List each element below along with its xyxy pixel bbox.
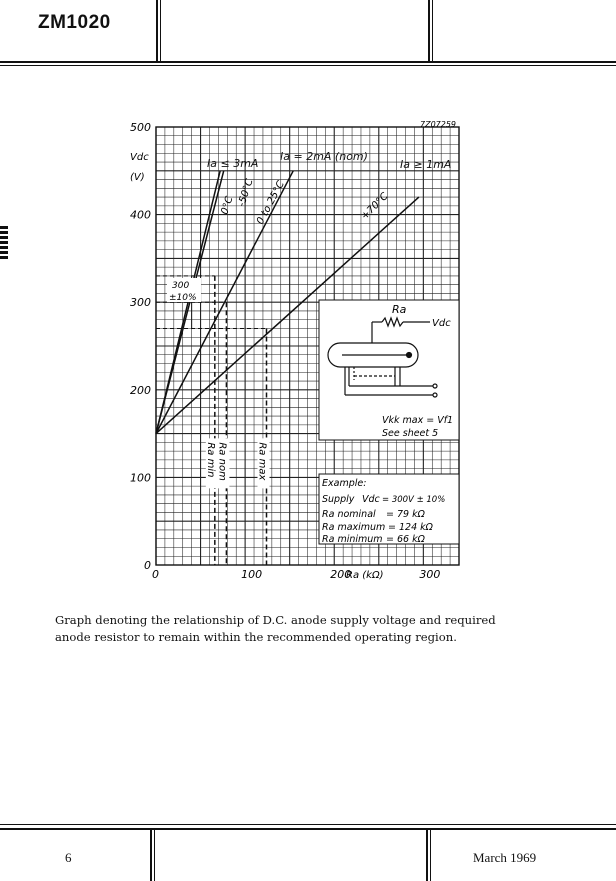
- footer-divider-left: [150, 829, 152, 881]
- figure-caption: [55, 612, 555, 646]
- current-label-3ma: Ia ≤ 3mA: [207, 157, 259, 170]
- x-tick-label: 300: [419, 568, 441, 581]
- footer-top-rule-b: [0, 828, 616, 830]
- example-title: Example:: [322, 478, 367, 489]
- header-divider-left: [156, 0, 158, 62]
- x-tick-label: 200: [330, 568, 352, 581]
- y-tick-label: 200: [130, 383, 151, 397]
- current-label-1ma: Ia ≥ 1mA: [400, 158, 452, 171]
- tolerance-percent: ±10%: [169, 293, 197, 303]
- caption-line-1: Graph denoting the relationship of D.C. anode supply voltage and required: [55, 613, 496, 627]
- example-minimum-value: = 66 kΩ: [386, 534, 425, 545]
- y-axis-label-1: Vdc: [130, 152, 149, 163]
- y-tick-label: 500: [130, 121, 151, 134]
- product-title: ZM1020: [38, 12, 111, 33]
- inset-vkk-label: Vkk max = Vf1: [382, 415, 454, 426]
- example-minimum-label: Ra minimum: [322, 534, 383, 545]
- series-label-0to25c: 0 to 25°C: [254, 179, 287, 227]
- page-number: 6: [65, 850, 72, 865]
- caption-line-2: anode resistor to remain within the recommended operating region.: [55, 630, 457, 644]
- footer-top-rule: [0, 824, 616, 825]
- publication-date: March 1969: [473, 850, 537, 865]
- footer-divider-left-b: [154, 829, 155, 881]
- y-tick-label: 0: [144, 559, 151, 572]
- y-axis-label-2: (V): [130, 172, 145, 183]
- y-tick-label: 300: [130, 296, 151, 310]
- dashed-label-2: Ra max: [256, 442, 268, 481]
- inset-see-sheet: See sheet 5: [382, 428, 439, 439]
- series-label-plus70c: +70°C: [359, 190, 391, 223]
- series-label-0c: 0°C: [219, 195, 236, 216]
- tolerance-value: 300: [172, 281, 190, 291]
- footer-divider-right: [426, 829, 428, 881]
- x-axis-label: Ra (kΩ): [346, 570, 384, 581]
- example-nominal-value: = 79 kΩ: [386, 509, 425, 520]
- header-bottom-rule: [0, 65, 616, 66]
- dashed-label-1: Ra nom: [216, 442, 228, 481]
- voltage-resistance-chart: [120, 110, 470, 590]
- x-tick-label: 0: [152, 568, 159, 581]
- y-tick-label: 400: [130, 208, 151, 222]
- current-label-2ma: Ia = 2mA (nom): [280, 150, 368, 163]
- chart-ref: 7Z07259: [420, 120, 457, 129]
- inset-vdc-label: Vdc: [432, 318, 451, 329]
- example-maximum-label: Ra maximum: [322, 522, 386, 533]
- example-supply-symbol: Vdc: [362, 494, 380, 505]
- y-tick-label: 100: [130, 471, 151, 485]
- header-top-rule: [0, 61, 616, 63]
- example-supply-value: = 300V ± 10%: [382, 495, 446, 505]
- edge-index-marks: [0, 226, 8, 261]
- x-tick-label: 100: [241, 568, 263, 581]
- header-divider-left-b: [160, 0, 161, 62]
- footer-divider-right-b: [430, 829, 431, 881]
- example-nominal-label: Ra nominal: [322, 509, 376, 520]
- header-divider-right: [428, 0, 430, 62]
- example-supply-label: Supply: [322, 494, 355, 505]
- example-maximum-value: = 124 kΩ: [388, 522, 433, 533]
- header-divider-right-b: [432, 0, 433, 62]
- inset-ra-label: Ra: [392, 303, 407, 316]
- series-label-minus50c: -50°C: [236, 177, 256, 208]
- dashed-guide-labels: [205, 438, 270, 488]
- dashed-label-0: Ra min: [204, 442, 216, 478]
